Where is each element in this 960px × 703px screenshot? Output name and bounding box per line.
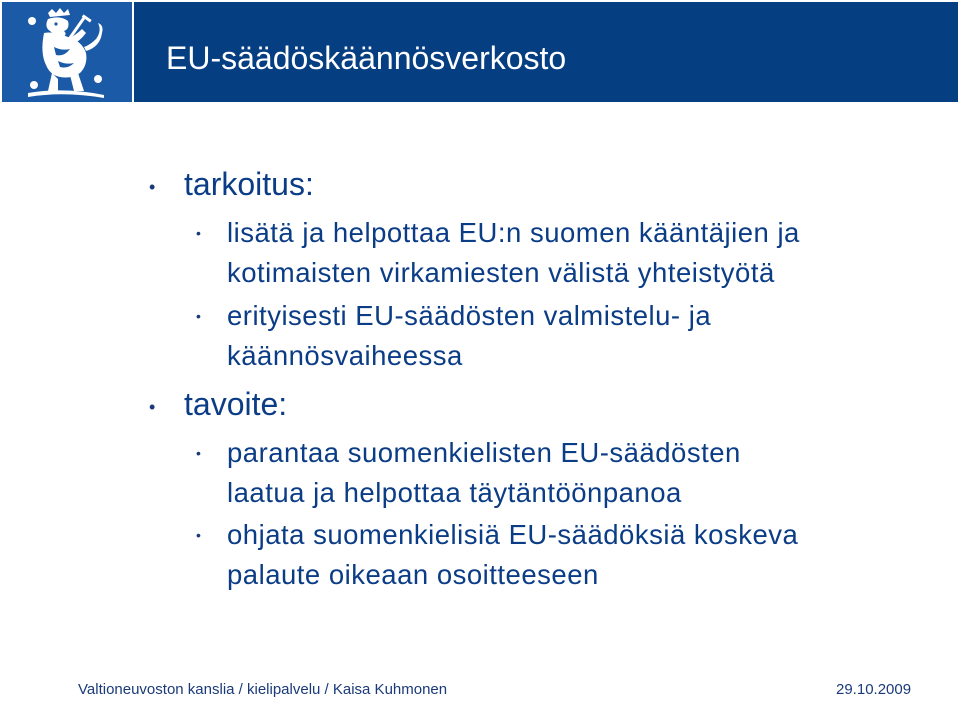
finnish-coat-of-arms-lion-icon [24, 7, 108, 99]
list-item-line: parantaa suomenkielisten EU-säädösten [227, 437, 741, 468]
slide-header [0, 0, 960, 104]
section-heading: tarkoitus: [184, 166, 314, 202]
list-item-line: laatua ja helpottaa täytäntöönpanoa [227, 477, 682, 508]
list-item-line: palaute oikeaan osoitteeseen [227, 559, 599, 590]
list-item-line: erityisesti EU-säädösten valmistelu- ja [227, 300, 712, 331]
footer-author: Valtioneuvoston kanslia / kielipalvelu / Kaisa Kuhmonen [78, 681, 448, 698]
list-item-line: kotimaisten virkamiesten välistä yhteistyötä [227, 257, 775, 288]
list-item-line: lisätä ja helpottaa EU:n suomen kääntäjien ja [227, 217, 800, 248]
bullet-icon: • [149, 397, 156, 417]
bullet-icon: • [196, 308, 201, 324]
footer-date: 29.10.2009 [836, 681, 912, 698]
bullet-icon: • [196, 225, 201, 241]
list-item-line: käännösvaiheessa [227, 340, 463, 371]
logo [2, 2, 132, 102]
section-heading: tavoite: [184, 386, 288, 422]
bullet-icon: • [196, 527, 201, 543]
title-bar [134, 2, 958, 102]
bullet-icon: • [149, 177, 156, 197]
list-item-line: ohjata suomenkielisiä EU-säädöksiä koskeva [227, 519, 799, 550]
slide-title: EU-säädöskäännösverkosto [166, 40, 567, 76]
bullet-icon: • [196, 445, 201, 461]
